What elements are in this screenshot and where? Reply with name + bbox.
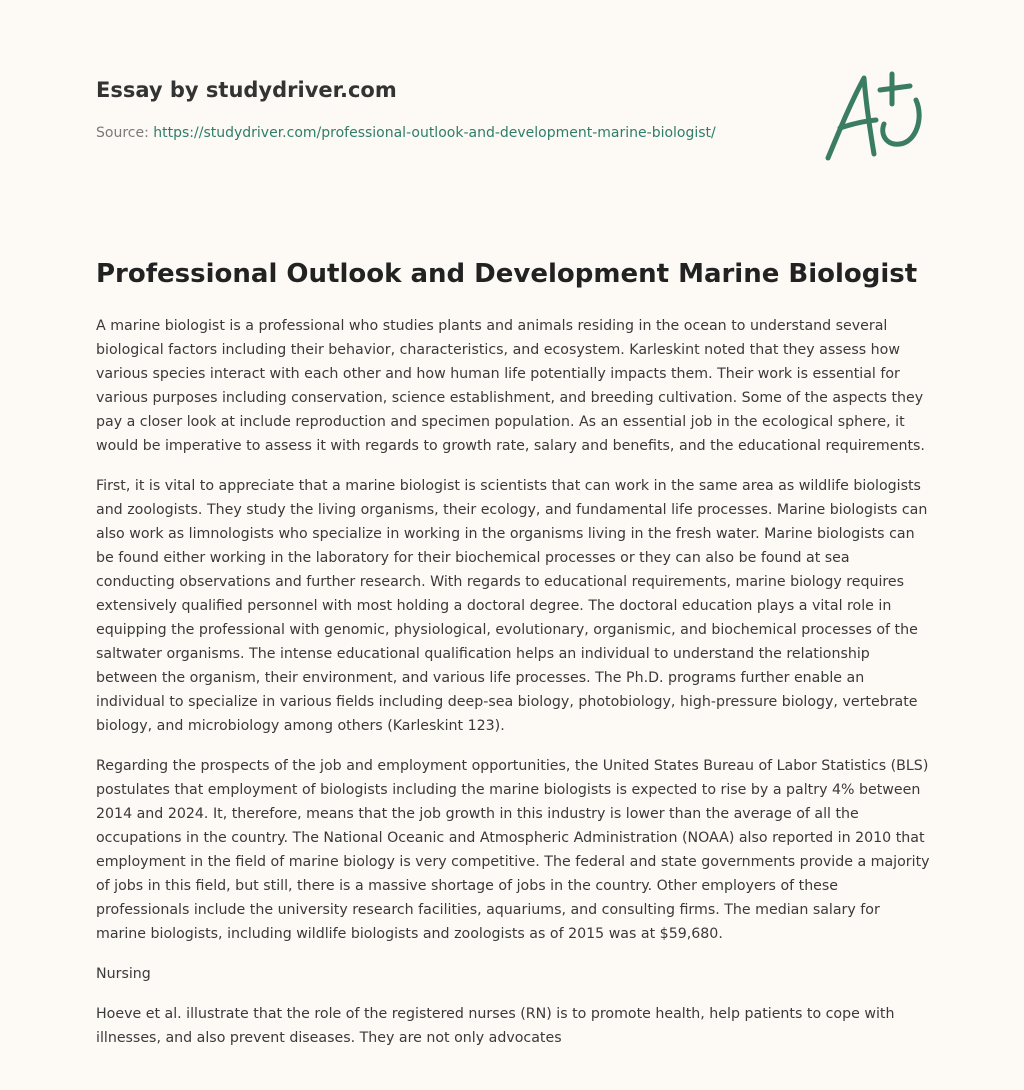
source-line bbox=[96, 124, 796, 142]
a-plus-grade-icon bbox=[820, 66, 930, 166]
essay-body bbox=[96, 314, 930, 1066]
site-title: Essay by studydriver.com bbox=[96, 78, 397, 102]
paragraph: Regarding the prospects of the job and employment opportunities, the United States Bureau of Labor Statistics (BLS) postulates that employment of biologists including the marine biologists is expected to rise by a paltry 4% between 2014 and 2024. It, therefore, means that the job growth in this industry is lower than the average of all the occupations in the country. The National Oceanic and Atmospheric Administration (NOAA) also reported in 2010 that employment in the field of marine biology is very competitive. The federal and state governments provide a majority of jobs in this field, but still, there is a massive shortage of jobs in the country. Other employers of these professionals include the university research facilities, aquariums, and consulting firms. The median salary for marine biologists, including wildlife biologists and zoologists as of 2015 was at $59,680. bbox=[96, 758, 930, 942]
source-label: Source: bbox=[96, 125, 149, 141]
paragraph: First, it is vital to appreciate that a marine biologist is scientists that can work in the same area as wildlife biologists and zoologists. They study the living organisms, their ecology, and fundamental life processes. Marine biologists can also work as limnologists who specialize in working in the organisms living in the fresh water. Marine biologists can be found either working in the laboratory for their biochemical processes or they can also be found at sea conducting observations and further research. With regards to educational requirements, marine biology requires extensively qualified personnel with most holding a doctoral degree. The doctoral education plays a vital role in equipping the professional with genomic, physiological, evolutionary, organismic, and biochemical processes of the saltwater organisms. The intense educational qualification helps an individual to understand the relationship between the organism, their environment, and various life processes. The Ph.D. programs further enable an individual to specialize in various fields including deep-sea biology, photobiology, high-pressure biology, vertebrate biology, and microbiology among others (Karleskint 123). bbox=[96, 478, 928, 734]
header bbox=[96, 76, 796, 142]
source-link[interactable]: https://studydriver.com/professional-outlook-and-development-marine-biologist/ bbox=[153, 125, 716, 141]
section-heading: Nursing bbox=[96, 966, 151, 982]
paragraph: A marine biologist is a professional who studies plants and animals residing in the ocean to understand several biological factors including their behavior, characteristics, and ecosystem. Karleskint noted that they assess how various species interact with each other and how human life potentially impacts them. Their work is essential for various purposes including conservation, science establishment, and breeding cultivation. Some of the aspects they pay a closer look at include reproduction and specimen population. As an essential job in the ecological sphere, it would be imperative to assess it with regards to growth rate, salary and benefits, and the educational requirements. bbox=[96, 318, 925, 454]
essay-title: Professional Outlook and Development Marine Biologist bbox=[96, 259, 918, 289]
paragraph: Hoeve et al. illustrate that the role of the registered nurses (RN) is to promote health, help patients to cope with illnesses, and also prevent diseases. They are not only advocates bbox=[96, 1006, 895, 1046]
